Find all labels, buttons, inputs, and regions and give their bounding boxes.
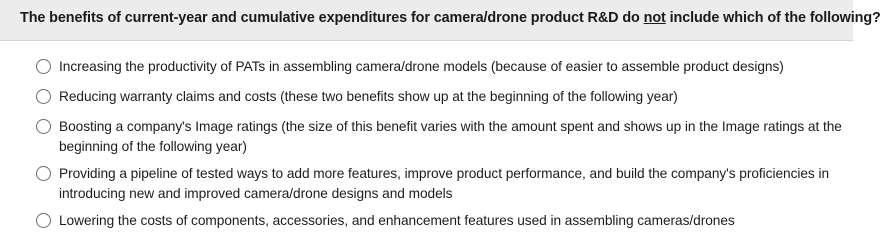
question-text-after: include which of the following? [665,10,881,26]
answer-option-4[interactable] [36,164,846,204]
radio-button-2[interactable] [36,89,51,104]
radio-button-1[interactable] [36,59,51,74]
answer-option-label: Lowering the costs of components, accessories, and enhancement features used in assembling cameras/drones [59,213,735,228]
question-emphasis-not: not [643,10,666,26]
radio-button-4[interactable] [36,166,51,181]
answer-option-label: Providing a pipeline of tested ways to add more features, improve product performance, and build the company's proficiencies in introducing new and improved camera/drone designs and models [59,166,830,201]
question-prompt [0,0,881,41]
answer-option-3[interactable] [36,117,846,157]
answer-option-label: Increasing the productivity of PATs in assembling camera/drone models (because of easier to assemble product designs) [59,59,784,74]
answer-option-5[interactable] [36,211,846,231]
answer-option-1[interactable] [36,57,846,77]
radio-button-3[interactable] [36,119,51,134]
radio-button-5[interactable] [36,213,51,228]
question-text-before: The benefits of current-year and cumulative expenditures for camera/drone product R&D do [20,10,644,26]
answer-option-label: Reducing warranty claims and costs (these two benefits show up at the beginning of the following year) [59,89,678,104]
answer-option-2[interactable] [36,87,846,107]
answer-option-label: Boosting a company's Image ratings (the size of this benefit varies with the amount spent and shows up in the Image ratings at the beginning of the following year) [59,119,842,154]
